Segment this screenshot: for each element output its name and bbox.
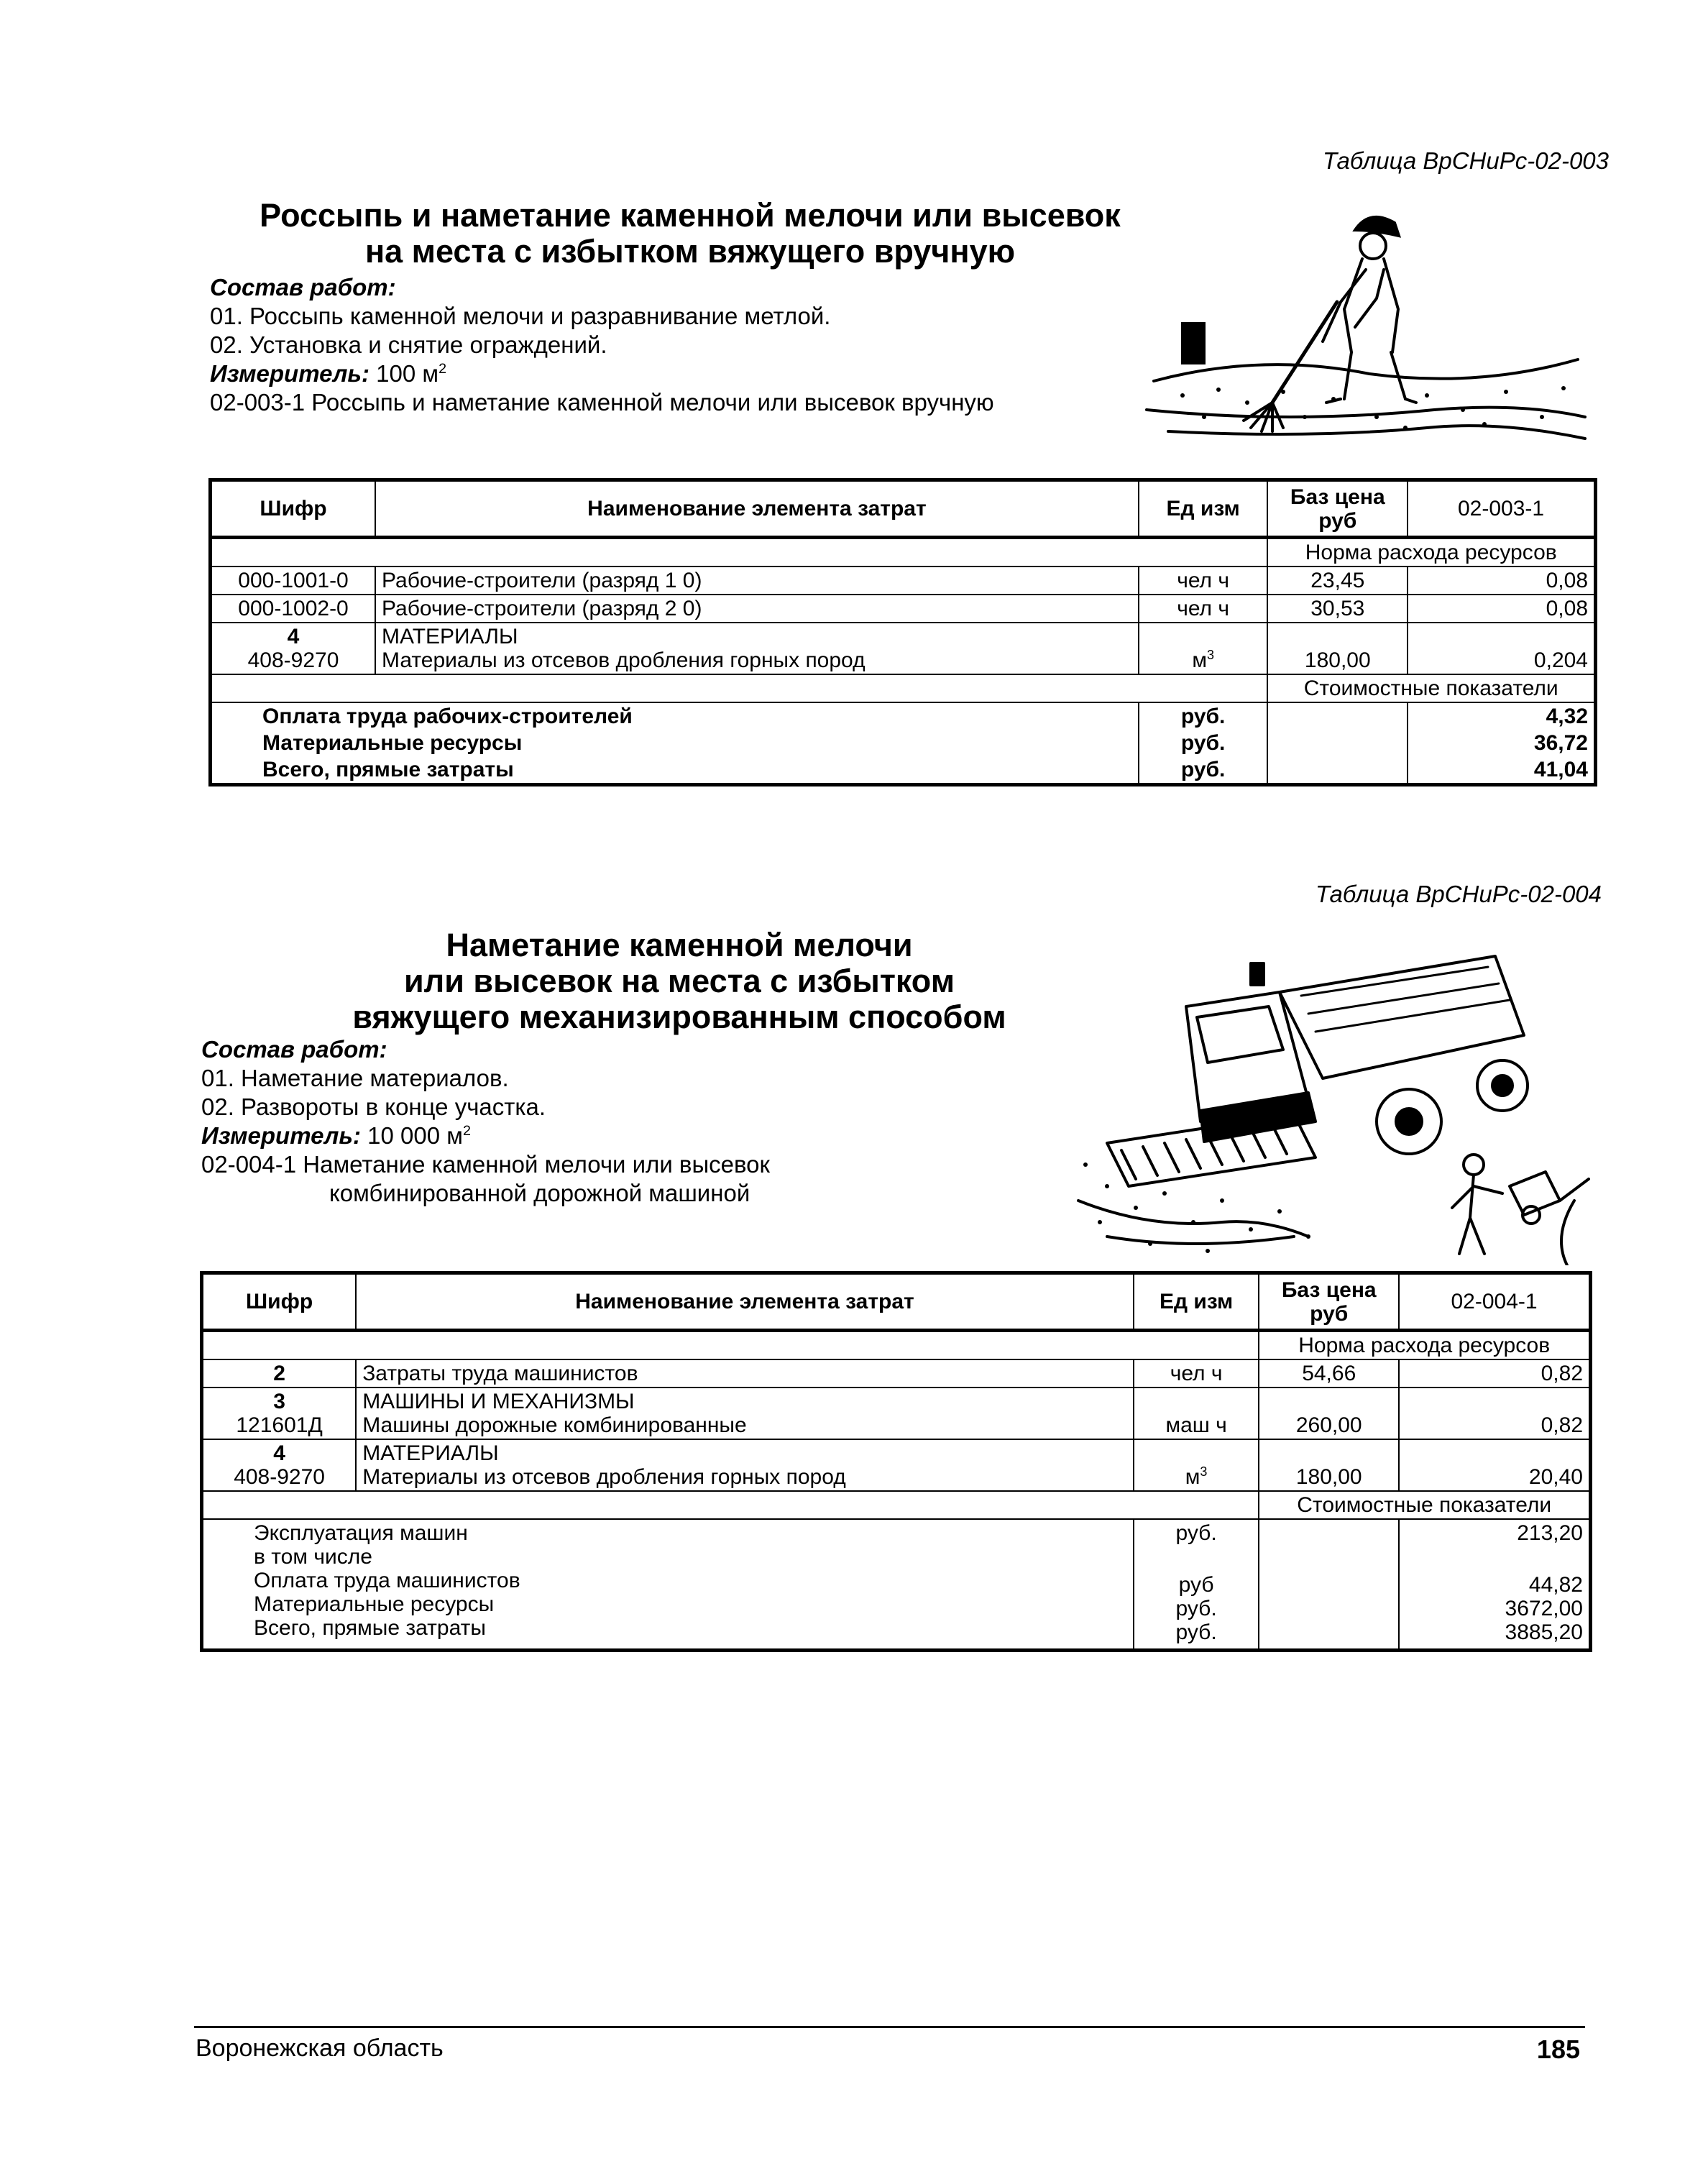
group-code — [211, 623, 376, 674]
row-price: 23,45 — [1267, 567, 1408, 595]
summary-value: 3672,00 — [1505, 1597, 1583, 1620]
item-line: 02-003-1 Россыпь и наметание каменной мелочи или высевок вручную — [210, 389, 994, 416]
road-machine-illustration — [1064, 927, 1596, 1265]
summary-unit: руб. — [1139, 756, 1268, 785]
summary-unit: руб — [1178, 1573, 1214, 1597]
header-unit: Ед изм — [1134, 1273, 1259, 1331]
section-title — [302, 927, 1057, 1035]
summary-label: Оплата труда машинистов — [254, 1569, 520, 1592]
table-row — [211, 595, 1596, 623]
table-row — [202, 1439, 1591, 1491]
row-price: 260,00 — [1259, 1388, 1399, 1439]
section-title — [216, 198, 1165, 270]
norm-header: Норма расхода ресурсов — [1259, 1331, 1590, 1360]
meter-value: 100 м — [376, 360, 439, 387]
summary-value: 44,82 — [1528, 1573, 1583, 1597]
header-price-line: руб — [1310, 1301, 1349, 1326]
row-name: Материалы из отсевов дробления горных пород — [382, 648, 866, 672]
header-price — [1259, 1273, 1399, 1331]
summary-label: Всего, прямые затраты — [211, 756, 1139, 785]
header-price — [1267, 480, 1408, 538]
header-price-line: Баз цена — [1290, 485, 1385, 509]
footer-rule — [194, 2026, 1585, 2028]
row-unit: $м^3$ — [1139, 623, 1268, 674]
section-title-line: Россыпь и наметание каменной мелочи или высевок — [260, 197, 1121, 234]
header-item: 02-004-1 — [1399, 1273, 1590, 1331]
row-unit: чел ч — [1139, 595, 1268, 623]
row-value: 0,08 — [1408, 567, 1595, 595]
row-unit: $м^3$ — [1134, 1439, 1259, 1491]
table-row — [202, 1388, 1591, 1439]
work-step: 02. Развороты в конце участка. — [201, 1093, 546, 1120]
header-unit: Ед изм — [1139, 480, 1268, 538]
row-unit: чел ч — [1139, 567, 1268, 595]
meter-sup: 2 — [462, 1123, 471, 1139]
table-caption: Таблица ВрСНиРс-02-004 — [1316, 881, 1602, 907]
row-code: 000-1002-0 — [211, 595, 376, 623]
summary-label: Материальные ресурсы — [254, 1592, 495, 1616]
summary-label: Эксплуатация машин — [254, 1521, 468, 1545]
row-price: 180,00 — [1267, 623, 1408, 674]
summary-unit: руб. — [1175, 1597, 1217, 1620]
table-row — [202, 1359, 1591, 1388]
summary-label: Материальные ресурсы — [211, 730, 1139, 756]
work-step: 02. Установка и снятие ограждений. — [210, 331, 607, 358]
summary-value: 41,04 — [1408, 756, 1595, 785]
row-value: 0,82 — [1399, 1359, 1590, 1388]
summary-row — [211, 756, 1596, 785]
summary-unit: руб. — [1139, 730, 1268, 756]
summary-unit: руб. — [1139, 702, 1268, 730]
resource-table — [200, 1271, 1592, 1652]
header-code: Шифр — [211, 480, 376, 538]
summary-label: Всего, прямые затраты — [254, 1616, 486, 1640]
group-number: 4 — [273, 1441, 285, 1465]
group-number: 4 — [287, 625, 300, 648]
header-price-line: Баз цена — [1281, 1278, 1377, 1302]
summary-row — [202, 1519, 1591, 1646]
summary-label: Оплата труда рабочих-строителей — [211, 702, 1139, 730]
row-code: 000-1001-0 — [211, 567, 376, 595]
summary-unit: руб. — [1175, 1620, 1217, 1644]
row-price: 54,66 — [1259, 1359, 1399, 1388]
summary-label-cell — [202, 1519, 1134, 1646]
group-code — [202, 1388, 357, 1439]
summary-value: 3885,20 — [1505, 1620, 1583, 1644]
meter-label: Измеритель: — [201, 1122, 361, 1149]
meter-sup: 2 — [439, 361, 447, 377]
work-composition — [201, 1035, 770, 1208]
row-code: 408-9270 — [234, 1465, 325, 1489]
row-value: 0,08 — [1408, 595, 1595, 623]
header-item: 02-003-1 — [1408, 480, 1595, 538]
table-row — [211, 567, 1596, 595]
item-line: 02-004-1 Наметание каменной мелочи или высевок — [201, 1151, 770, 1178]
group-name-cell — [356, 1388, 1134, 1439]
row-code: 2 — [202, 1359, 357, 1388]
norm-header: Норма расхода ресурсов — [1267, 538, 1595, 567]
group-name-cell — [375, 623, 1139, 674]
work-step: 01. Наметание материалов. — [201, 1065, 509, 1091]
table-row — [211, 623, 1596, 674]
item-line: комбинированной дорожной машиной — [329, 1180, 750, 1206]
row-name: Материалы из отсевов дробления горных пород — [362, 1465, 846, 1489]
footer-region: Воронежская область — [196, 2035, 444, 2062]
group-name: МАШИНЫ И МЕХАНИЗМЫ — [362, 1390, 635, 1413]
header-code: Шифр — [202, 1273, 357, 1331]
group-name: МАТЕРИАЛЫ — [362, 1441, 499, 1465]
row-price: 180,00 — [1259, 1439, 1399, 1491]
group-name-cell — [356, 1439, 1134, 1491]
composition-label: Состав работ: — [201, 1036, 387, 1063]
composition-label: Состав работ: — [210, 274, 396, 301]
row-value: 20,40 — [1399, 1439, 1590, 1491]
summary-value: 213,20 — [1517, 1521, 1583, 1545]
group-code — [202, 1439, 357, 1491]
row-name: Машины дорожные комбинированные — [362, 1413, 747, 1437]
row-value: 0,82 — [1399, 1388, 1590, 1439]
group-name: МАТЕРИАЛЫ — [382, 625, 518, 648]
section-title-line: на места с избытком вяжущего вручную — [364, 233, 1016, 270]
meter-line — [210, 359, 994, 388]
row-code: 121601Д — [236, 1413, 323, 1437]
summary-value: 4,32 — [1408, 702, 1595, 730]
summary-row — [211, 702, 1596, 730]
header-name: Наименование элемента затрат — [356, 1273, 1134, 1331]
row-name: Рабочие-строители (разряд 1 0) — [375, 567, 1139, 595]
work-step: 01. Россыпь каменной мелочи и разравнивание метлой. — [210, 303, 831, 329]
section-title-line: или высевок на места с избытком — [404, 963, 955, 999]
section-title-line: вяжущего механизированным способом — [352, 999, 1006, 1035]
meter-value: 10 000 м — [367, 1122, 463, 1149]
page-number: 185 — [1536, 2035, 1580, 2064]
summary-sublabel: в том числе — [254, 1545, 372, 1569]
resource-table — [208, 478, 1597, 786]
cost-header: Стоимостные показатели — [1259, 1491, 1590, 1519]
section-title-line: Наметание каменной мелочи — [446, 927, 913, 963]
row-unit: чел ч — [1134, 1359, 1259, 1388]
row-name: Затраты труда машинистов — [356, 1359, 1134, 1388]
row-unit: маш ч — [1134, 1388, 1259, 1439]
worker-sweeping-illustration — [1139, 201, 1592, 449]
summary-value: 36,72 — [1408, 730, 1595, 756]
summary-value-cell — [1399, 1519, 1590, 1646]
summary-unit-cell — [1134, 1519, 1259, 1646]
header-name: Наименование элемента затрат — [375, 480, 1139, 538]
work-composition — [210, 273, 994, 417]
row-value: 0,204 — [1408, 623, 1595, 674]
row-price: 30,53 — [1267, 595, 1408, 623]
row-code: 408-9270 — [247, 648, 339, 672]
cost-header: Стоимостные показатели — [1267, 674, 1595, 702]
row-name: Рабочие-строители (разряд 2 0) — [375, 595, 1139, 623]
group-number: 3 — [273, 1390, 285, 1413]
summary-row — [211, 730, 1596, 756]
meter-label: Измеритель: — [210, 360, 369, 387]
summary-unit: руб. — [1175, 1521, 1217, 1545]
table-caption: Таблица ВрСНиРс-02-003 — [1323, 147, 1609, 174]
header-price-line: руб — [1318, 508, 1357, 533]
meter-line — [201, 1122, 770, 1150]
